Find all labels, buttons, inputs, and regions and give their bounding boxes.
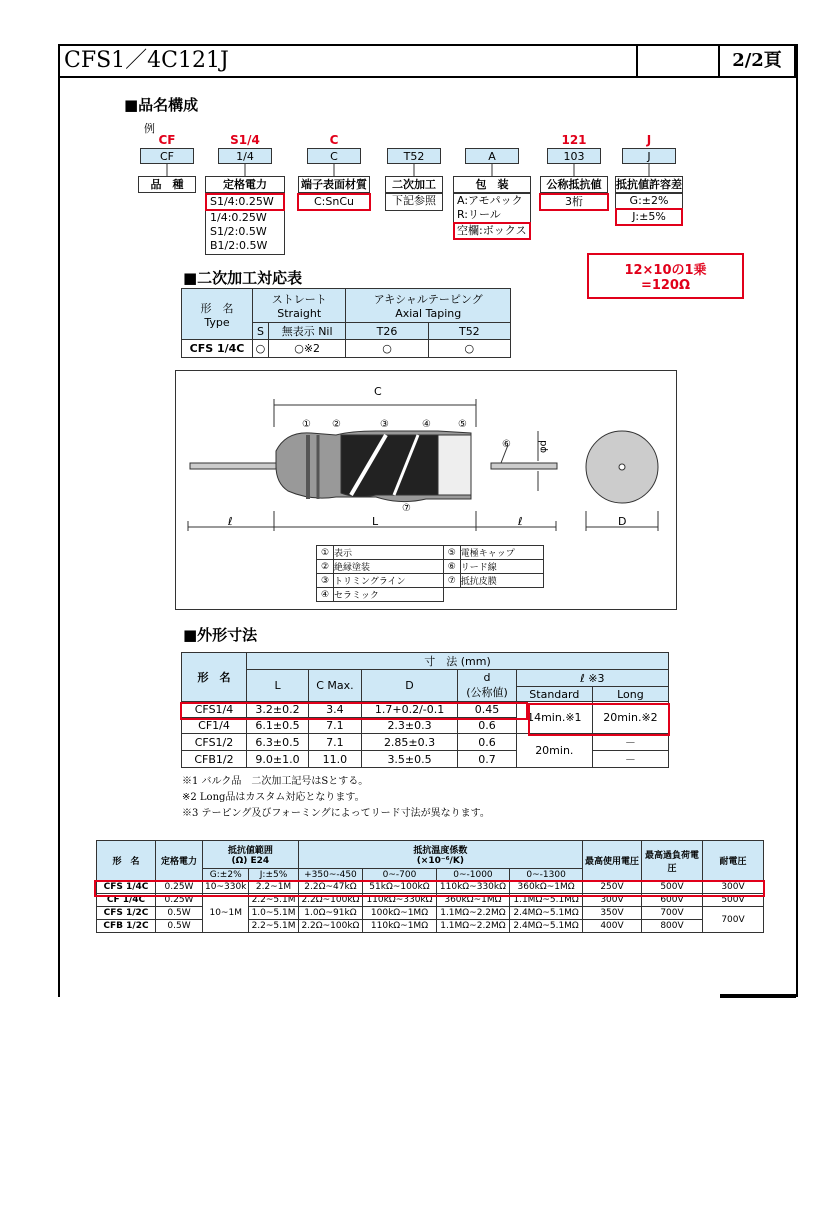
callout-3: ③ (380, 419, 389, 430)
code-box: 1/4 (218, 148, 272, 164)
th-col: T26 (346, 323, 428, 340)
section-title-secondary: ■二次加工対応表 (183, 269, 303, 287)
power-list (205, 193, 285, 255)
th-axial: アキシャルテーピング Axial Taping (346, 289, 511, 323)
th-C: C Max. (309, 670, 362, 702)
table-row: CFB1/2 9.0±1.0 11.0 3.5±0.5 0.7 － (182, 751, 669, 768)
note: ※2 Long品はカスタム対応となります。 (182, 792, 365, 803)
table-row: CF1/4 6.1±0.5 7.1 2.3±0.3 0.6 (182, 718, 669, 734)
highlight-spec-row (94, 880, 765, 897)
dim-L: L (372, 515, 379, 528)
code-box: 103 (547, 148, 601, 164)
label-tolerance: 抵抗値許容差 (616, 178, 682, 191)
callout-4: ④ (422, 419, 431, 430)
highlight-lead (528, 703, 670, 736)
th-long: Long (592, 687, 668, 702)
example-label: 例 (144, 122, 155, 135)
code-red: S1/4 (230, 133, 260, 147)
code-box: CF (140, 148, 194, 164)
doc-title: CFS1／4C121J (60, 46, 638, 76)
table-row: CFS 1/4C 0.25W 10~330k 2.2~1M 2.2Ω~47kΩ 51kΩ~100kΩ 110kΩ~330kΩ 360kΩ~1MΩ 250V 500V 300V (97, 881, 764, 894)
footer-bar (720, 994, 796, 998)
cell-mark: ○ (428, 340, 510, 358)
callout-1: ① (302, 419, 311, 430)
note: ※3 テーピング及びフォーミングによってリード寸法が異なります。 (182, 808, 490, 819)
secondary-table (181, 288, 511, 358)
dim-d: φd (538, 440, 549, 453)
power-item: S1/2:0.5W (210, 225, 267, 238)
tolerance-item: G:±2% (629, 194, 669, 207)
code-red: 121 (561, 133, 587, 147)
section-title-part-number: ■品名構成 (124, 96, 199, 114)
dim-C: C (374, 385, 382, 398)
th-col: T52 (428, 323, 510, 340)
highlight-row (180, 702, 528, 720)
table-row: CFS1/2 6.3±0.5 7.1 2.85±0.3 0.6 20min. － (182, 734, 669, 751)
th-d: d (公称値) (458, 670, 516, 702)
secondary-value: 下記参照 (385, 193, 443, 211)
spec-table: 形 名 定格電力 抵抗値範囲 (Ω) E24 抵抗温度係数 (×10⁻⁶/K) 最高使用電圧 最高過負荷電圧 耐電圧 G:±2% J:±5% +350~-450 0~-700 0~-1000 0~-1300 CFS 1/4C 0.25W 10~330k 2.2~1M 2.2Ω~47kΩ 51kΩ~100kΩ 110kΩ~330kΩ 360kΩ~1MΩ 250V 500V 300V CF 1/4C 0.25W 10~1M 2.2~5.1M 2.2Ω~100kΩ 110kΩ~330kΩ 360kΩ~1MΩ 1.1MΩ~5.1MΩ 300V 600V 500V CFS 1/2C 0.5W 1.0~5.1M 1.0Ω~91kΩ 100kΩ~1MΩ 1.1MΩ~2.2MΩ 2.4MΩ~5.1MΩ 350V 700V 700V CFB 1/2C 0.5W 2.2~5.1M 2.2Ω~100kΩ 110kΩ~1MΩ 1.1MΩ~2.2MΩ 2.4MΩ~5.1MΩ 400V 800V (96, 840, 764, 933)
th-col: 無表示 Nil (268, 323, 346, 340)
cell-name: CFS 1/4C (182, 340, 253, 358)
code-box: T52 (387, 148, 441, 164)
code-red: J (646, 133, 652, 147)
th-D: D (361, 670, 458, 702)
page-number: 2/2頁 (732, 50, 782, 71)
packaging-item-selected: 空欄:ボックス (453, 222, 531, 240)
power-item-selected: S1/4:0.25W (205, 193, 285, 211)
terminal-value: C:SnCu (297, 193, 371, 211)
dim-l-left: ℓ (228, 515, 233, 528)
th-l: ℓ ※3 (516, 670, 668, 687)
callout-6: ⑥ (502, 439, 511, 450)
label-terminal: 端子表面材質 (298, 176, 370, 193)
digits-value: 3桁 (539, 193, 609, 211)
callout-5: ⑤ (458, 419, 467, 430)
th-L: L (247, 670, 309, 702)
table-row: CFB 1/2C 0.5W 2.2~5.1M 2.2Ω~100kΩ 110kΩ~1MΩ 1.1MΩ~2.2MΩ 2.4MΩ~5.1MΩ 400V 800V (97, 920, 764, 933)
dim-D: D (618, 515, 627, 528)
packaging-item: A:アモパック (457, 194, 523, 207)
code-connectors (0, 0, 827, 200)
cell-mark: ○ (253, 340, 269, 358)
packaging-item: R:リール (457, 208, 501, 221)
callout-2: ② (332, 419, 341, 430)
dim-l-right: ℓ (518, 515, 523, 528)
cell-mark: ○ (346, 340, 428, 358)
packaging-list (453, 193, 531, 239)
power-item: 1/4:0.25W (210, 211, 267, 224)
table-row: CFS1/4 3.2±0.2 3.4 1.7+0.2/-0.1 0.45 14min.※1 20min.※2 (182, 702, 669, 718)
th-col: S (253, 323, 269, 340)
callout-7: ⑦ (402, 503, 411, 514)
cell-mark: ○※2 (268, 340, 346, 358)
table-row: CF 1/4C 0.25W 10~1M 2.2~5.1M 2.2Ω~100kΩ 110kΩ~330kΩ 360kΩ~1MΩ 1.1MΩ~5.1MΩ 300V 600V 500V (97, 894, 764, 907)
th-name: 形 名 Type (182, 289, 253, 340)
th-straight: ストレート Straight (253, 289, 346, 323)
power-item: B1/2:0.5W (210, 239, 268, 252)
th-name: 形 名 (182, 653, 247, 702)
th-dim: 寸 法 (mm) (247, 653, 669, 670)
code-box: J (622, 148, 676, 164)
callout-line: 12×10の1乗 (624, 263, 707, 278)
resistor-diagram (175, 370, 677, 610)
diagram-legend: ① 表示 ⑤ 電極キャップ ② 絶縁塗装 ⑥ リード線 ③ トリミングライン ⑦ 抵抗皮膜 ④ セラミック (316, 545, 544, 602)
label-power: 定格電力 (205, 176, 285, 193)
section-title-dimensions: ■外形寸法 (183, 626, 258, 644)
label-type: 品 種 (138, 176, 196, 193)
table-row: CFS 1/2C 0.5W 1.0~5.1M 1.0Ω~91kΩ 100kΩ~1MΩ 1.1MΩ~2.2MΩ 2.4MΩ~5.1MΩ 350V 700V 700V (97, 907, 764, 920)
label-packaging: 包 装 (453, 176, 531, 193)
tolerance-list (615, 193, 683, 225)
th-std: Standard (516, 687, 592, 702)
tolerance-item-selected: J:±5% (615, 208, 683, 226)
code-box: C (307, 148, 361, 164)
callout-line: =120Ω (640, 278, 691, 293)
callout-box (587, 253, 744, 299)
note: ※1 バルク品 二次加工記号はSとする。 (182, 776, 369, 787)
label-resistance: 公称抵抗値 (540, 176, 608, 193)
code-red: CF (158, 133, 176, 147)
code-box: A (465, 148, 519, 164)
code-red: C (329, 133, 339, 147)
label-secondary: 二次加工 (385, 176, 443, 193)
